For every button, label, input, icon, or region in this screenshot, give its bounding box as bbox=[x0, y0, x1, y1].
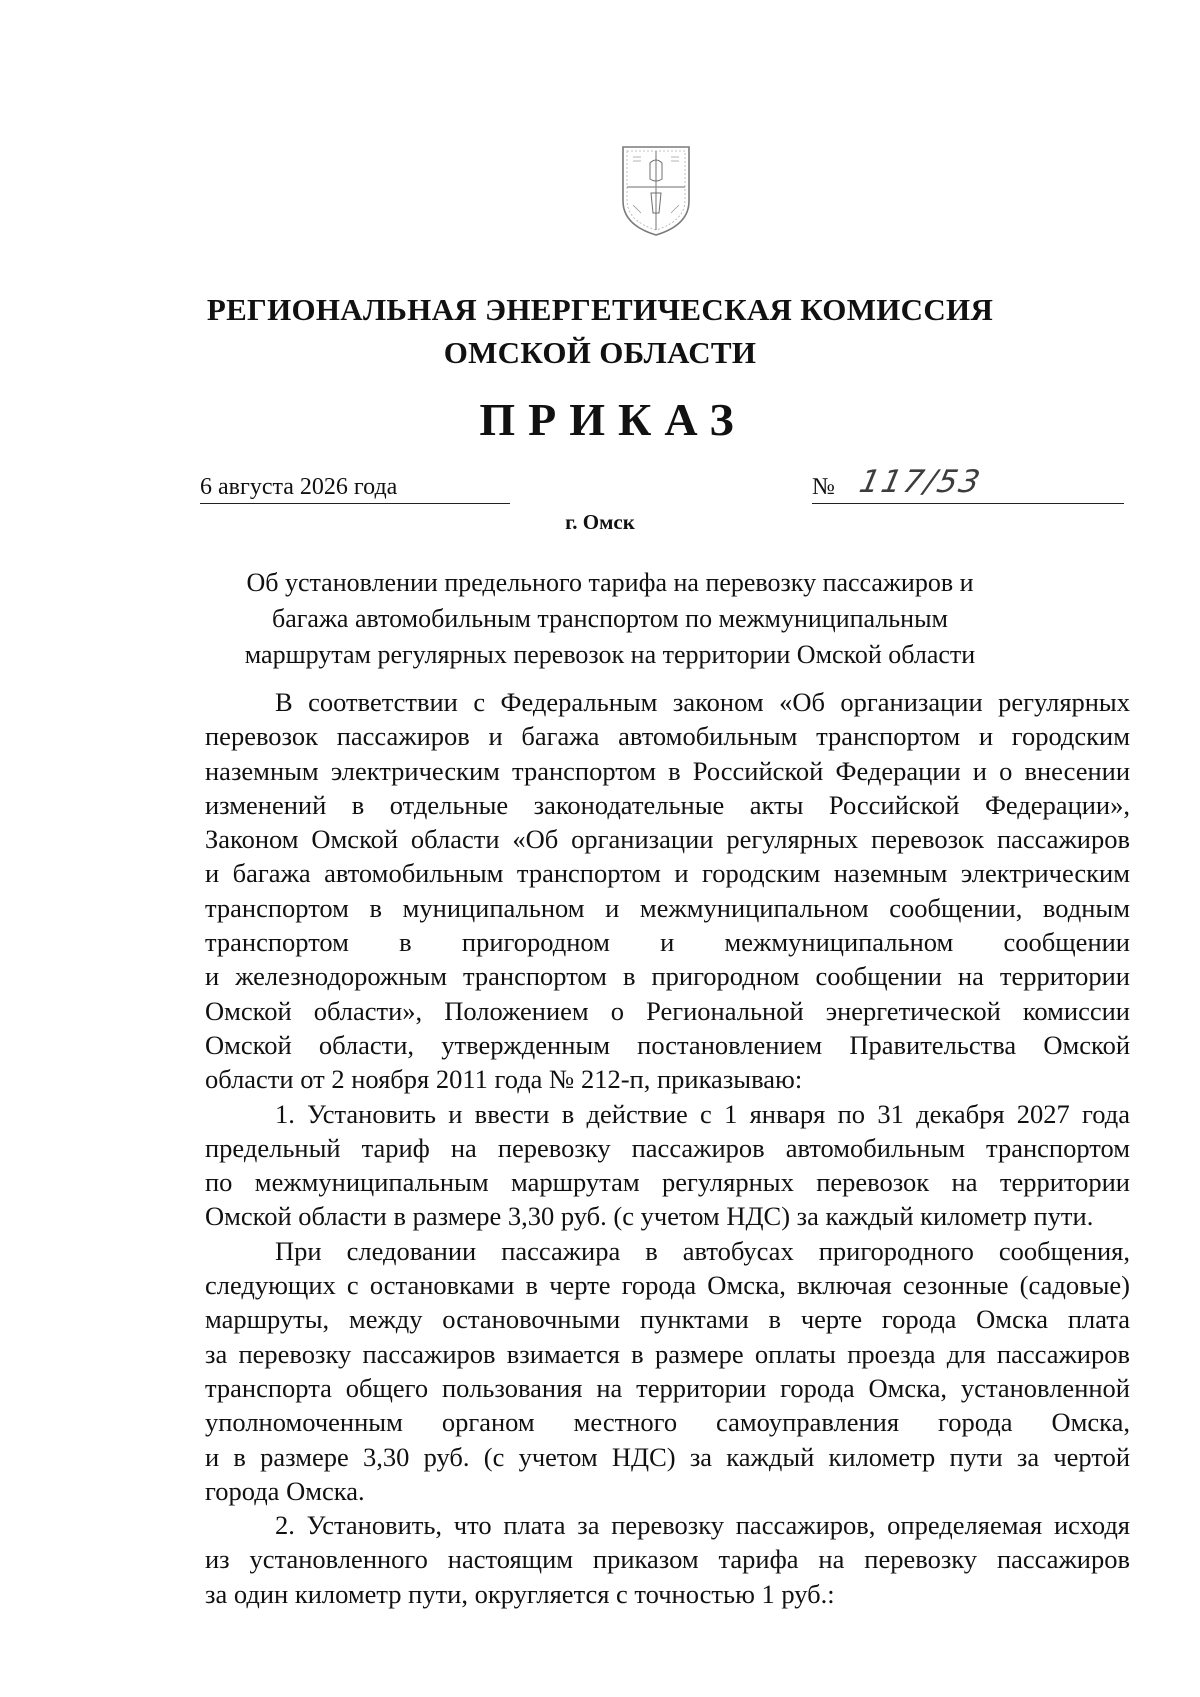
body-line: Омской области в размере 3,30 руб. (с учетом НДС) за каждый километр пути. bbox=[205, 1201, 1094, 1232]
body-line: В соответствии с Федеральным законом «Об организации регулярных bbox=[275, 687, 1130, 717]
body-line: города Омска. bbox=[205, 1475, 365, 1506]
document-heading bbox=[230, 565, 990, 673]
body-line: и в размере 3,30 руб. (с учетом НДС) за каждый километр пути за чертой bbox=[205, 1441, 1130, 1472]
number-sign: № bbox=[812, 474, 835, 500]
body-line: 2. Установить, что плата за перевозку пассажиров, определяемая исходя bbox=[275, 1510, 1130, 1541]
body-line: При следовании пассажира в автобусах пригородного сообщения, bbox=[275, 1235, 1130, 1266]
document-number: 117/53 bbox=[856, 464, 985, 500]
body-line: уполномоченным органом местного самоуправления города Омска, bbox=[205, 1407, 1130, 1438]
body-line: транспорта общего пользования на территории города Омска, установленной bbox=[205, 1372, 1130, 1403]
organization-name-line1: РЕГИОНАЛЬНАЯ ЭНЕРГЕТИЧЕСКАЯ КОМИССИЯ bbox=[206, 292, 994, 327]
body-line: за перевозку пассажиров взимается в размере оплаты проезда для пассажиров bbox=[205, 1338, 1130, 1369]
organization-name-line2: ОМСКОЙ ОБЛАСТИ bbox=[443, 335, 757, 370]
body-line: по межмуниципальным маршрутам регулярных перевозок на территории bbox=[205, 1167, 1130, 1198]
document-date: 6 августа 2026 года bbox=[200, 474, 398, 500]
body-line: 1. Установить и ввести в действие с 1 января по 31 декабря 2027 года bbox=[275, 1098, 1130, 1129]
body-line: Омской области, утвержденным постановлением Правительства Омской bbox=[205, 1029, 1130, 1060]
body-line: предельный тариф на перевозку пассажиров автомобильным транспортом bbox=[205, 1132, 1130, 1163]
body-line: наземным электрическим транспортом в Российской Федерации и о внесении bbox=[205, 755, 1130, 786]
body-line: маршруты, между остановочными пунктами в черте города Омска плата bbox=[205, 1304, 1130, 1335]
date-underline bbox=[200, 503, 510, 504]
body-line: транспортом в муниципальном и межмуниципальном сообщении, водным bbox=[205, 892, 1130, 923]
document-body bbox=[205, 685, 1130, 1611]
body-line: и железнодорожным транспортом в пригородном сообщении на территории bbox=[205, 961, 1130, 992]
document-type: ПРИКАЗ bbox=[479, 394, 747, 445]
document-city: г. Омск bbox=[565, 510, 635, 534]
coat-of-arms-icon bbox=[617, 143, 695, 239]
body-line: и багажа автомобильным транспортом и городским наземным электрическим bbox=[205, 858, 1130, 889]
heading-line: багажа автомобильным транспортом по межмуниципальным bbox=[272, 604, 948, 633]
number-underline bbox=[812, 503, 1124, 504]
body-line: изменений в отдельные законодательные акты Российской Федерации», bbox=[205, 789, 1130, 820]
body-line: области от 2 ноября 2011 года № 212-п, приказываю: bbox=[205, 1064, 803, 1095]
body-line: следующих с остановками в черте города Омска, включая сезонные (садовые) bbox=[205, 1270, 1130, 1301]
body-line: из установленного настоящим приказом тарифа на перевозку пассажиров bbox=[205, 1544, 1130, 1575]
body-line: транспортом в пригородном и межмуниципальном сообщении bbox=[205, 927, 1130, 958]
heading-line: Об установлении предельного тарифа на перевозку пассажиров и bbox=[246, 568, 974, 597]
body-line: Омской области», Положением о Региональной энергетической комиссии bbox=[205, 995, 1130, 1026]
body-line: перевозок пассажиров и багажа автомобильным транспортом и городским bbox=[205, 721, 1130, 752]
body-line: за один километр пути, округляется с точностью 1 руб.: bbox=[205, 1578, 835, 1609]
heading-line: маршрутам регулярных перевозок на территории Омской области bbox=[244, 640, 976, 669]
body-line: Законом Омской области «Об организации регулярных перевозок пассажиров bbox=[205, 824, 1130, 855]
